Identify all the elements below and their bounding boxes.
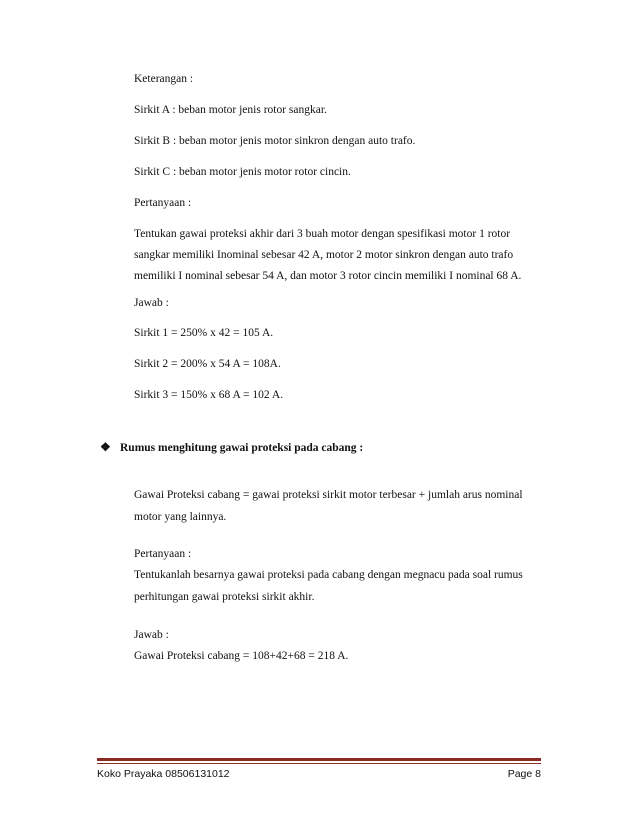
question-line-2: sangkar memiliki Inominal sebesar 42 A, motor 2 motor sinkron dengan auto trafo: [134, 249, 514, 261]
question2-line-2: perhitungan gawai proteksi sirkit akhir.: [134, 591, 315, 603]
pertanyaan-label: Pertanyaan :: [134, 197, 192, 209]
footer-rule-thin: [97, 763, 541, 764]
answer-sirkit-1: Sirkit 1 = 250% x 42 = 105 A.: [134, 327, 274, 339]
sirkit-c-text: Sirkit C : beban motor jenis motor rotor cincin.: [134, 166, 351, 178]
section-heading-text: Rumus menghitung gawai proteksi pada cabang :: [120, 442, 364, 454]
answer-cabang: Gawai Proteksi cabang = 108+42+68 = 218 A.: [134, 650, 349, 662]
footer-author: Koko Prayaka 08506131012: [97, 768, 230, 780]
section-heading: [100, 440, 363, 455]
sirkit-b-text: Sirkit B : beban motor jenis motor sinkron dengan auto trafo.: [134, 135, 416, 147]
diamond-bullet-icon: ❖: [100, 440, 111, 454]
jawab-label: Jawab :: [134, 297, 169, 309]
formula-line-1: Gawai Proteksi cabang = gawai proteksi sirkit motor terbesar + jumlah arus nominal: [134, 489, 523, 501]
sirkit-a-text: Sirkit A : beban motor jenis rotor sangkar.: [134, 104, 327, 116]
keterangan-label: Keterangan :: [134, 73, 194, 85]
answer-sirkit-3: Sirkit 3 = 150% x 68 A = 102 A.: [134, 389, 284, 401]
formula-line-2: motor yang lainnya.: [134, 511, 227, 523]
question-line-1: Tentukan gawai proteksi akhir dari 3 buah motor dengan spesifikasi motor 1 rotor: [134, 228, 511, 240]
pertanyaan2-label: Pertanyaan :: [134, 548, 192, 560]
question2-line-1: Tentukanlah besarnya gawai proteksi pada cabang dengan megnacu pada soal rumus: [134, 569, 523, 581]
footer-rule-thick: [97, 758, 541, 761]
answer-sirkit-2: Sirkit 2 = 200% x 54 A = 108A.: [134, 358, 281, 370]
jawab2-label: Jawab :: [134, 629, 169, 641]
question-line-3: memiliki I nominal sebesar 54 A, dan motor 3 rotor cincin memiliki I nominal 68 A.: [134, 270, 522, 282]
footer-page-number: Page 8: [507, 768, 541, 780]
